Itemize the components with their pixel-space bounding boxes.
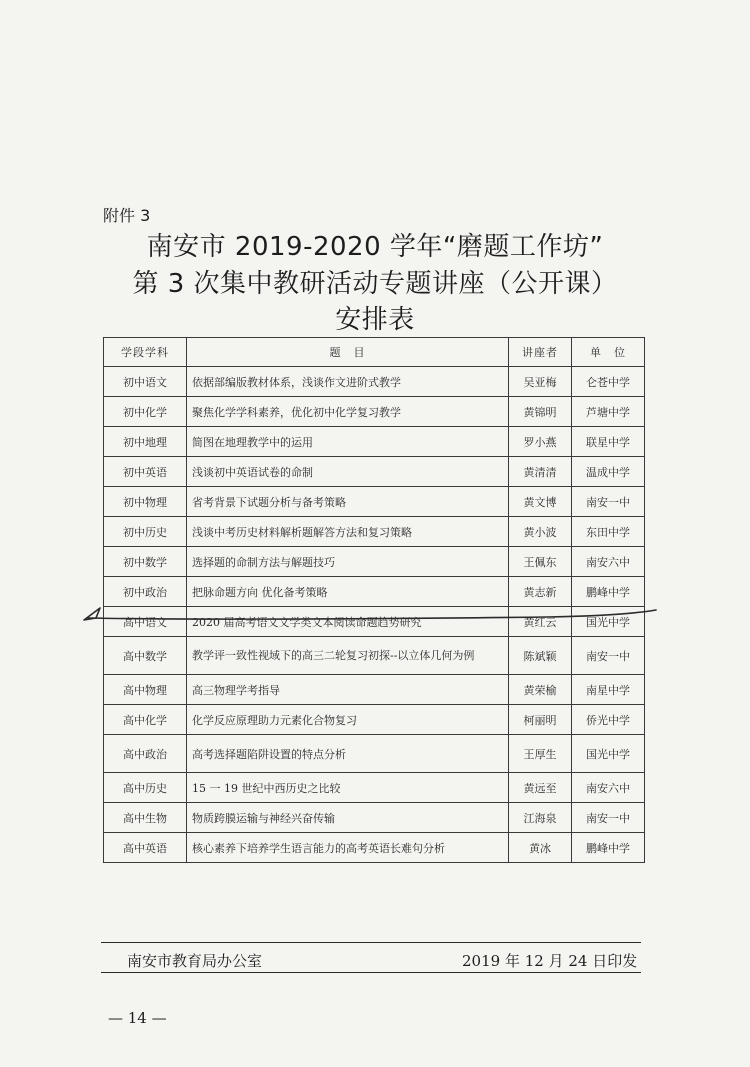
schedule-table xyxy=(103,337,645,863)
cell-speaker: 黄清清 xyxy=(509,457,572,487)
page-number: — 14 — xyxy=(108,1009,167,1027)
cell-unit: 联星中学 xyxy=(572,427,645,457)
cell-topic: 教学评一致性视域下的高三二轮复习初探--以立体几何为例 xyxy=(187,637,509,675)
cell-unit: 南安一中 xyxy=(572,803,645,833)
cell-subject: 高中历史 xyxy=(104,773,187,803)
table-header-row xyxy=(104,338,645,367)
cell-topic: 把脉命题方向 优化备考策略 xyxy=(187,577,509,607)
cell-topic: 简图在地理教学中的运用 xyxy=(187,427,509,457)
cell-unit: 国光中学 xyxy=(572,607,645,637)
cell-unit: 南安一中 xyxy=(572,487,645,517)
table-row xyxy=(104,705,645,735)
cell-speaker: 罗小燕 xyxy=(509,427,572,457)
cell-speaker: 黄冰 xyxy=(509,833,572,863)
cell-speaker: 王佩东 xyxy=(509,547,572,577)
table-row xyxy=(104,427,645,457)
footer-rule-top xyxy=(101,942,641,943)
attachment-label: 附件 3 xyxy=(103,206,151,225)
cell-unit: 侨光中学 xyxy=(572,705,645,735)
issuer: 南安市教育局办公室 xyxy=(127,952,263,970)
header-unit: 单 位 xyxy=(572,338,645,367)
cell-speaker: 吴亚梅 xyxy=(509,367,572,397)
cell-subject: 高中数学 xyxy=(104,637,187,675)
cell-speaker: 黄远至 xyxy=(509,773,572,803)
header-topic: 题 目 xyxy=(187,338,509,367)
cell-subject: 高中生物 xyxy=(104,803,187,833)
cell-topic: 选择题的命制方法与解题技巧 xyxy=(187,547,509,577)
cell-topic: 化学反应原理助力元素化合物复习 xyxy=(187,705,509,735)
cell-topic: 聚焦化学学科素养，优化初中化学复习教学 xyxy=(187,397,509,427)
cell-topic: 15 一 19 世纪中西历史之比较 xyxy=(187,773,509,803)
cell-speaker: 江海泉 xyxy=(509,803,572,833)
cell-topic: 依据部编版教材体系，浅谈作文进阶式教学 xyxy=(187,367,509,397)
cell-speaker: 黄志新 xyxy=(509,577,572,607)
cell-subject: 初中政治 xyxy=(104,577,187,607)
cell-unit: 国光中学 xyxy=(572,735,645,773)
header-speaker: 讲座者 xyxy=(509,338,572,367)
cell-speaker: 黄红云 xyxy=(509,607,572,637)
cell-subject: 初中英语 xyxy=(104,457,187,487)
cell-subject: 高中语文 xyxy=(104,607,187,637)
cell-speaker: 柯丽明 xyxy=(509,705,572,735)
cell-subject: 初中语文 xyxy=(104,367,187,397)
cell-unit: 芦塘中学 xyxy=(572,397,645,427)
table-row xyxy=(104,803,645,833)
cell-unit: 南安六中 xyxy=(572,773,645,803)
table-row xyxy=(104,397,645,427)
title-line-3: 安排表 xyxy=(335,305,415,335)
cell-unit: 南安一中 xyxy=(572,637,645,675)
cell-unit: 鹏峰中学 xyxy=(572,577,645,607)
cell-unit: 南安六中 xyxy=(572,547,645,577)
table-row xyxy=(104,547,645,577)
cell-topic: 2020 届高考语文文学类文本阅读命题趋势研究 xyxy=(187,607,509,637)
cell-speaker: 陈斌颖 xyxy=(509,637,572,675)
table-row xyxy=(104,773,645,803)
cell-topic: 高考选择题陷阱设置的特点分析 xyxy=(187,735,509,773)
title-line-2: 第 3 次集中教研活动专题讲座（公开课） xyxy=(132,269,618,299)
table-row xyxy=(104,637,645,675)
table-row xyxy=(104,735,645,773)
header-subject: 学段学科 xyxy=(104,338,187,367)
cell-topic: 浅谈中考历史材料解析题解答方法和复习策略 xyxy=(187,517,509,547)
cell-speaker: 黄小波 xyxy=(509,517,572,547)
title-line-1: 南安市 2019-2020 学年“磨题工作坊” xyxy=(146,232,604,262)
cell-subject: 高中化学 xyxy=(104,705,187,735)
cell-topic: 核心素养下培养学生语言能力的高考英语长难句分析 xyxy=(187,833,509,863)
cell-unit: 南星中学 xyxy=(572,675,645,705)
table-row xyxy=(104,517,645,547)
cell-subject: 初中地理 xyxy=(104,427,187,457)
table-row xyxy=(104,607,645,637)
cell-speaker: 黄荣榆 xyxy=(509,675,572,705)
table-row xyxy=(104,675,645,705)
cell-topic: 省考背景下试题分析与备考策略 xyxy=(187,487,509,517)
cell-topic: 高三物理学考指导 xyxy=(187,675,509,705)
cell-subject: 高中英语 xyxy=(104,833,187,863)
cell-unit: 温成中学 xyxy=(572,457,645,487)
cell-subject: 初中历史 xyxy=(104,517,187,547)
cell-speaker: 王厚生 xyxy=(509,735,572,773)
cell-speaker: 黄锦明 xyxy=(509,397,572,427)
cell-speaker: 黄文博 xyxy=(509,487,572,517)
cell-topic: 物质跨膜运输与神经兴奋传输 xyxy=(187,803,509,833)
cell-subject: 初中物理 xyxy=(104,487,187,517)
cell-unit: 仑苍中学 xyxy=(572,367,645,397)
table-row xyxy=(104,577,645,607)
footer-rule-bottom xyxy=(101,972,641,973)
cell-unit: 东田中学 xyxy=(572,517,645,547)
cell-subject: 初中数学 xyxy=(104,547,187,577)
table-row xyxy=(104,457,645,487)
table-row xyxy=(104,367,645,397)
issue-date: 2019 年 12 月 24 日印发 xyxy=(462,952,638,970)
cell-subject: 初中化学 xyxy=(104,397,187,427)
cell-subject: 高中物理 xyxy=(104,675,187,705)
table-row xyxy=(104,833,645,863)
table-row xyxy=(104,487,645,517)
cell-subject: 高中政治 xyxy=(104,735,187,773)
cell-unit: 鹏峰中学 xyxy=(572,833,645,863)
cell-topic: 浅谈初中英语试卷的命制 xyxy=(187,457,509,487)
